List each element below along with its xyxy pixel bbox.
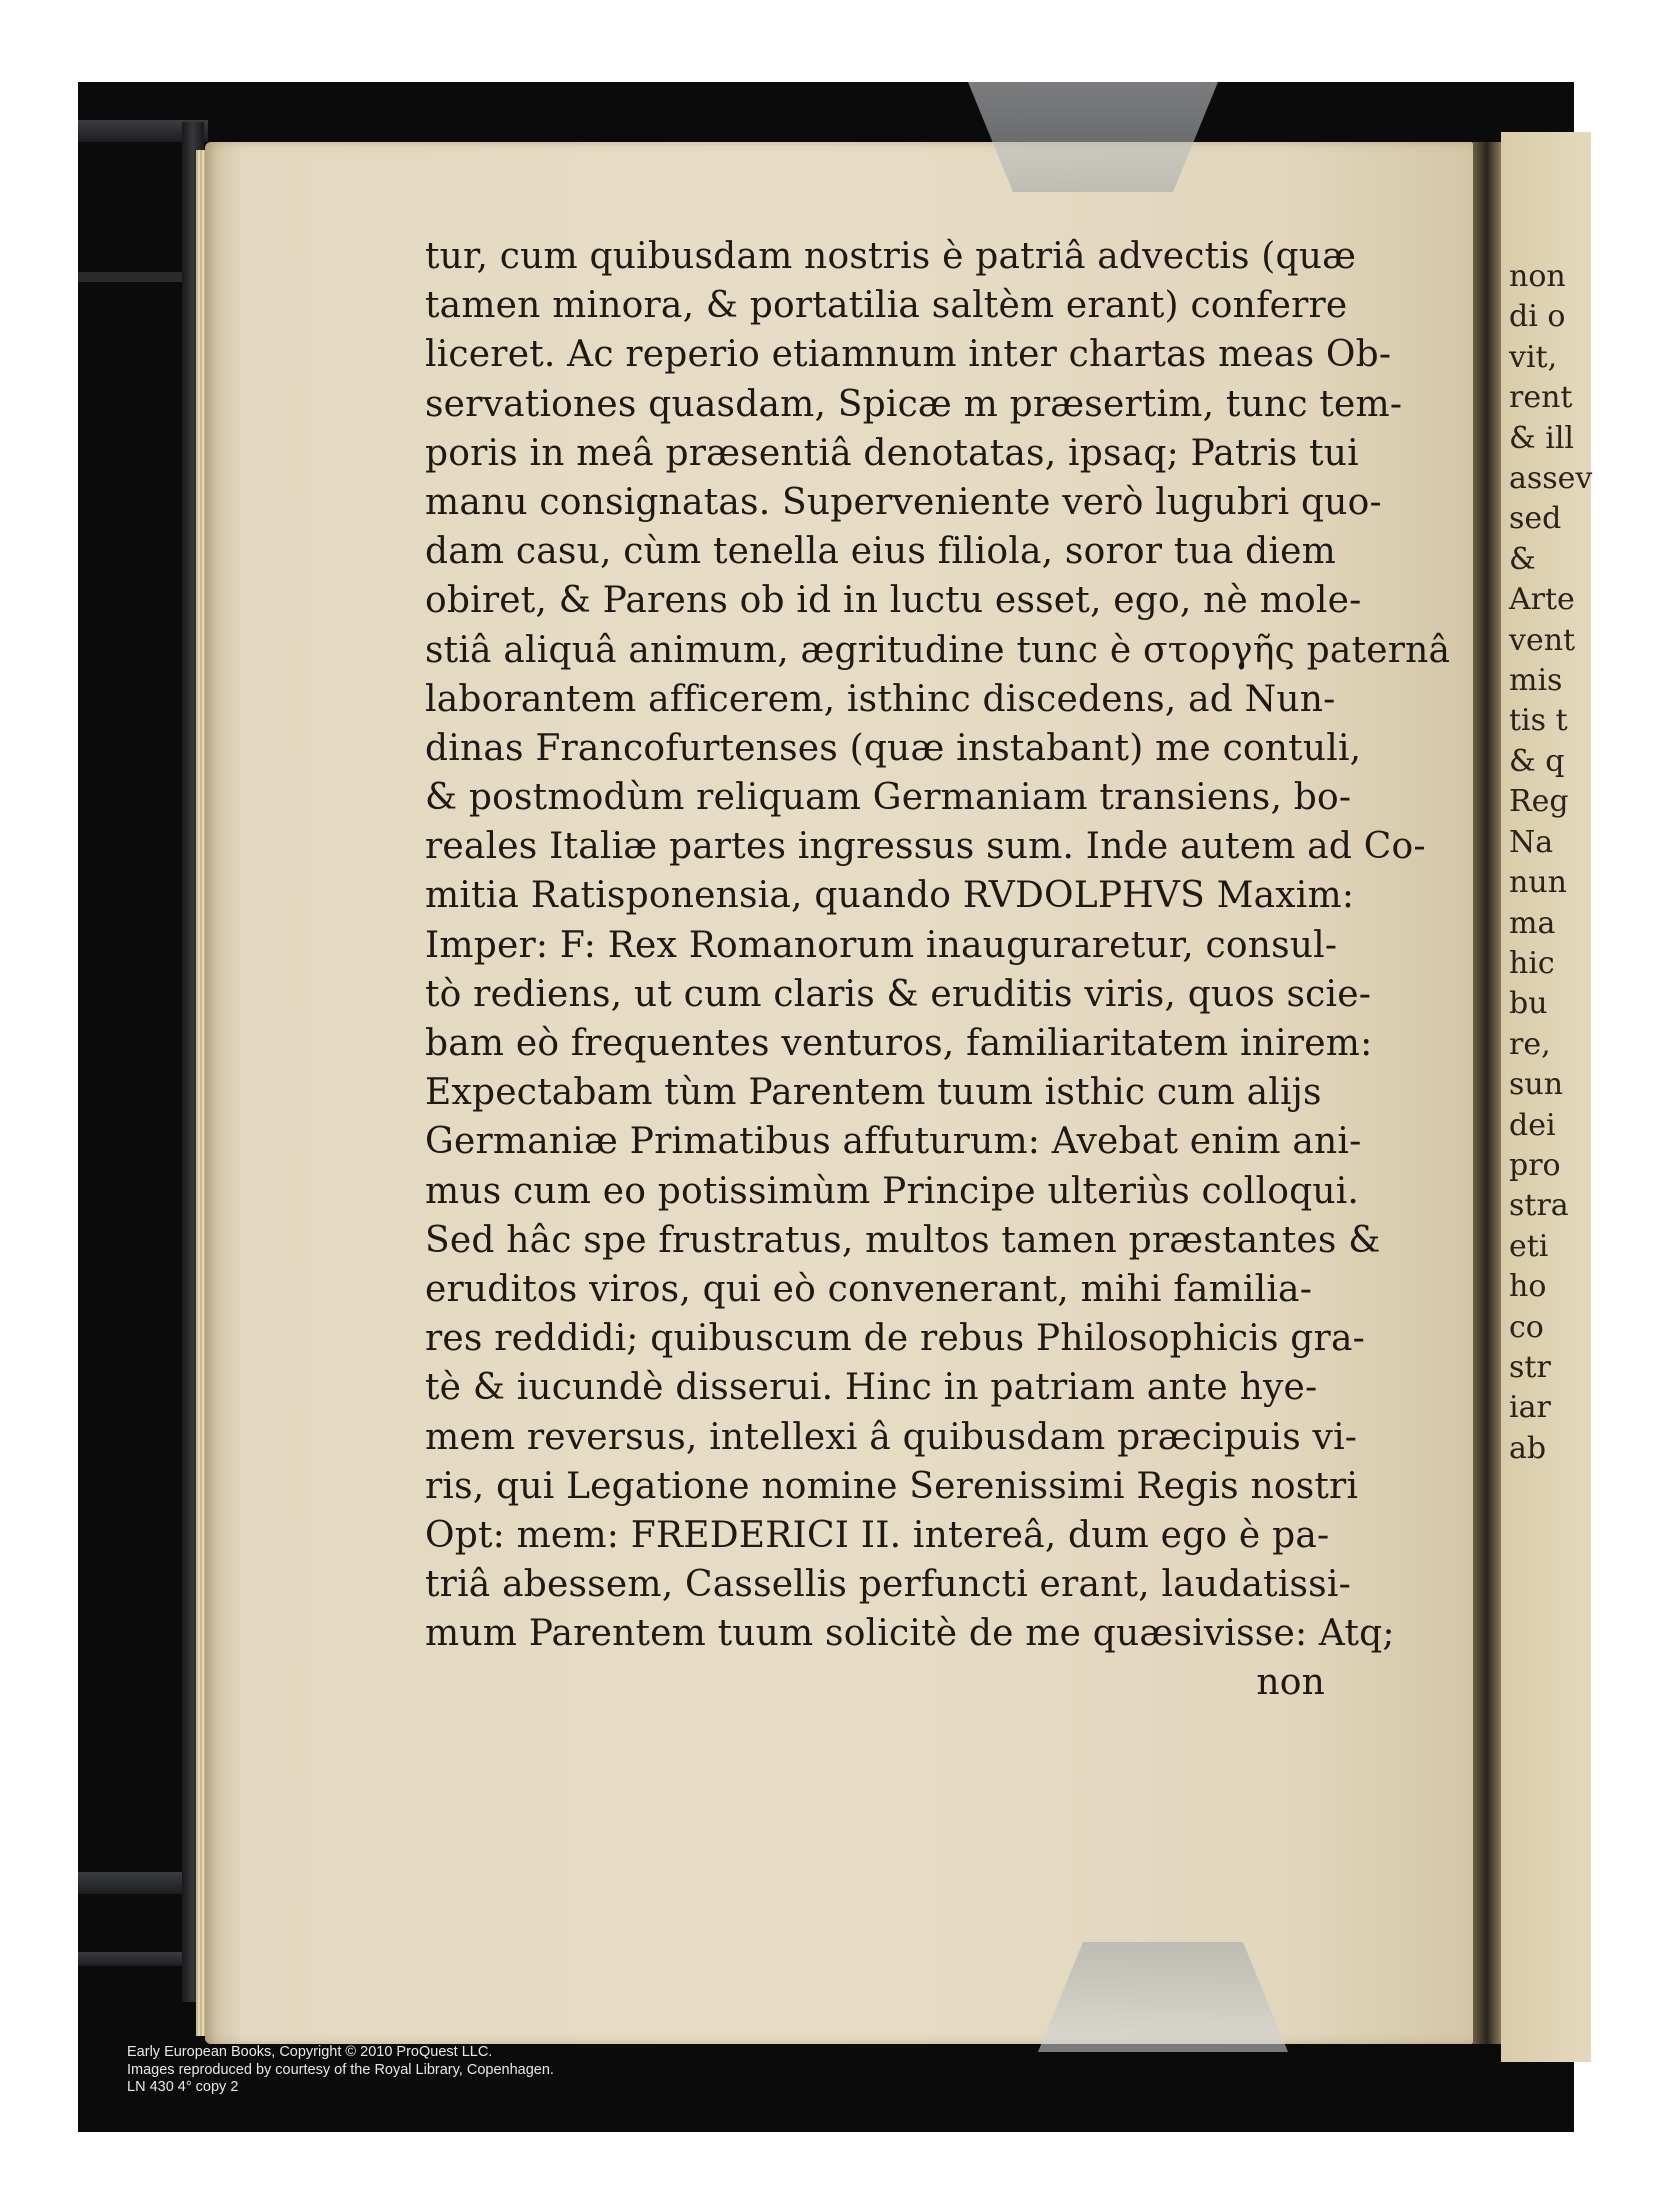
text-line: Expectabam tùm Parentem tuum isthic cum aliјs [425,1072,1322,1114]
text-line: liceret. Ac reperio etiamnum inter chartas meas Ob- [425,334,1392,376]
facing-line-fragment: non [1509,259,1566,294]
facing-line-fragment: vit, [1509,339,1558,375]
facing-line-fragment: co [1509,1309,1544,1345]
catchword: non [1256,1662,1325,1704]
copyright-caption [127,2044,554,2097]
facing-line-fragment: sun [1509,1067,1564,1103]
text-line: obiret, & Parens ob id in luctu esset, ego, nè mole- [425,580,1362,622]
text-line: manu consignatas. Superveniente verò lugubri quo- [425,481,1382,523]
caption-line: LN 430 4° copy 2 [127,2079,239,2095]
text-line: Germaniæ Primatibus affuturum: Avebat enim ani- [425,1121,1362,1163]
text-line: res reddidi; quibuscum de rebus Philosophicis gra- [425,1318,1365,1360]
text-line: Sed hâc spe frustratus, multos tamen præstantes & [425,1219,1381,1261]
facing-line-fragment: tis t [1509,703,1568,739]
facing-line-fragment: iar [1509,1390,1551,1426]
facing-page [1501,132,1591,2062]
text-line: tur, cum quibusdam nostris è patriâ advectis (quæ [425,236,1357,277]
text-line: poris in meâ præsentiâ denotatas, ipsaq; Patris tui [425,432,1359,474]
text-line: dinas Francofurtenses (quæ instabant) me contuli, [425,727,1362,769]
facing-line-fragment: ho [1509,1269,1547,1305]
text-line: tò rediens, ut cum claris & eruditis viris, quos scie- [425,973,1372,1015]
text-line: tè & iucundè disserui. Hinc in patriam ante hye- [425,1367,1318,1409]
facing-line-fragment: rent [1509,380,1573,416]
facing-line-fragment: bu [1509,986,1548,1022]
text-line: stiâ aliquâ animum, ægritudine tunc è στοργῆς paternâ [425,629,1451,671]
facing-line-fragment: stra [1509,1188,1569,1224]
text-line: servationes quasdam, Spicæ m præsertim, tunc tem- [425,383,1403,425]
text-line: mem reversus, intellexi â quibusdam præcipuis vi- [425,1416,1358,1458]
facing-line-fragment: eti [1509,1228,1549,1264]
facing-line-fragment: & ill [1509,420,1575,456]
facing-line-fragment: vent [1509,622,1576,658]
facing-line-fragment: ab [1509,1430,1547,1466]
caption-line: Images reproduced by courtesy of the Royal Library, Copenhagen. [127,2061,554,2078]
text-line: dam casu, cùm tenella eius filiola, soror tua diem [425,531,1336,573]
text-line: reales Italiæ partes ingressus sum. Inde autem ad Co- [425,826,1426,868]
book-gutter [1473,142,1501,2044]
facing-line-fragment: Na [1509,824,1554,860]
facing-line-fragment: Reg [1509,784,1569,820]
text-line: laborantem afficerem, isthinc discedens, ad Nun- [425,678,1336,720]
facing-line-fragment: sed & [1509,501,1562,577]
facing-line-fragment: pro [1509,1147,1561,1183]
text-line: & postmodùm reliquam Germaniam transiens, bo- [425,777,1352,819]
facing-line-fragment: str [1509,1349,1551,1385]
text-line: mitia Ratisponensia, quando RVDOLPHVS Maxim: [425,875,1355,917]
facing-line-fragment: assev [1509,461,1593,497]
facing-page-text [1509,257,1592,1469]
facing-line-fragment: Arte [1509,582,1575,618]
page-text [425,232,1451,1708]
text-line: triâ abessem, Cassellis perfuncti erant, laudatissi- [425,1564,1351,1606]
text-line: tamen minora, & portatilia saltèm erant) conferre [425,285,1348,327]
text-line: mus cum eo potissimùm Principe ulteriùs colloqui. [425,1170,1360,1212]
facing-line-fragment: nun [1509,865,1567,901]
facing-line-fragment: hic [1509,945,1555,981]
text-line: mum Parentem tuum solicitè de me quæsivisse: Atq; [425,1613,1395,1655]
facing-line-fragment: di o [1509,299,1566,335]
text-line: eruditos viros, qui eò convenerant, mihi familia- [425,1268,1313,1310]
text-line: ris, qui Legatione nomine Serenissimi Regis nostri [425,1465,1359,1507]
text-line: Opt: mem: FREDERICI II. intereâ, dum ego è pa- [425,1514,1330,1556]
caption-line: Early European Books, Copyright © 2010 ProQuest LLC. [127,2044,493,2060]
facing-line-fragment: mis [1509,663,1563,699]
facing-line-fragment: re, [1509,1026,1551,1062]
facing-line-fragment: dei [1509,1107,1556,1143]
facing-line-fragment: ma [1509,905,1556,941]
text-line: Imper: F: Rex Romanorum inauguraretur, consul- [425,924,1338,966]
text-line: bam eò frequentes venturos, familiaritatem inirem: [425,1023,1373,1064]
facing-line-fragment: & q [1509,743,1565,779]
